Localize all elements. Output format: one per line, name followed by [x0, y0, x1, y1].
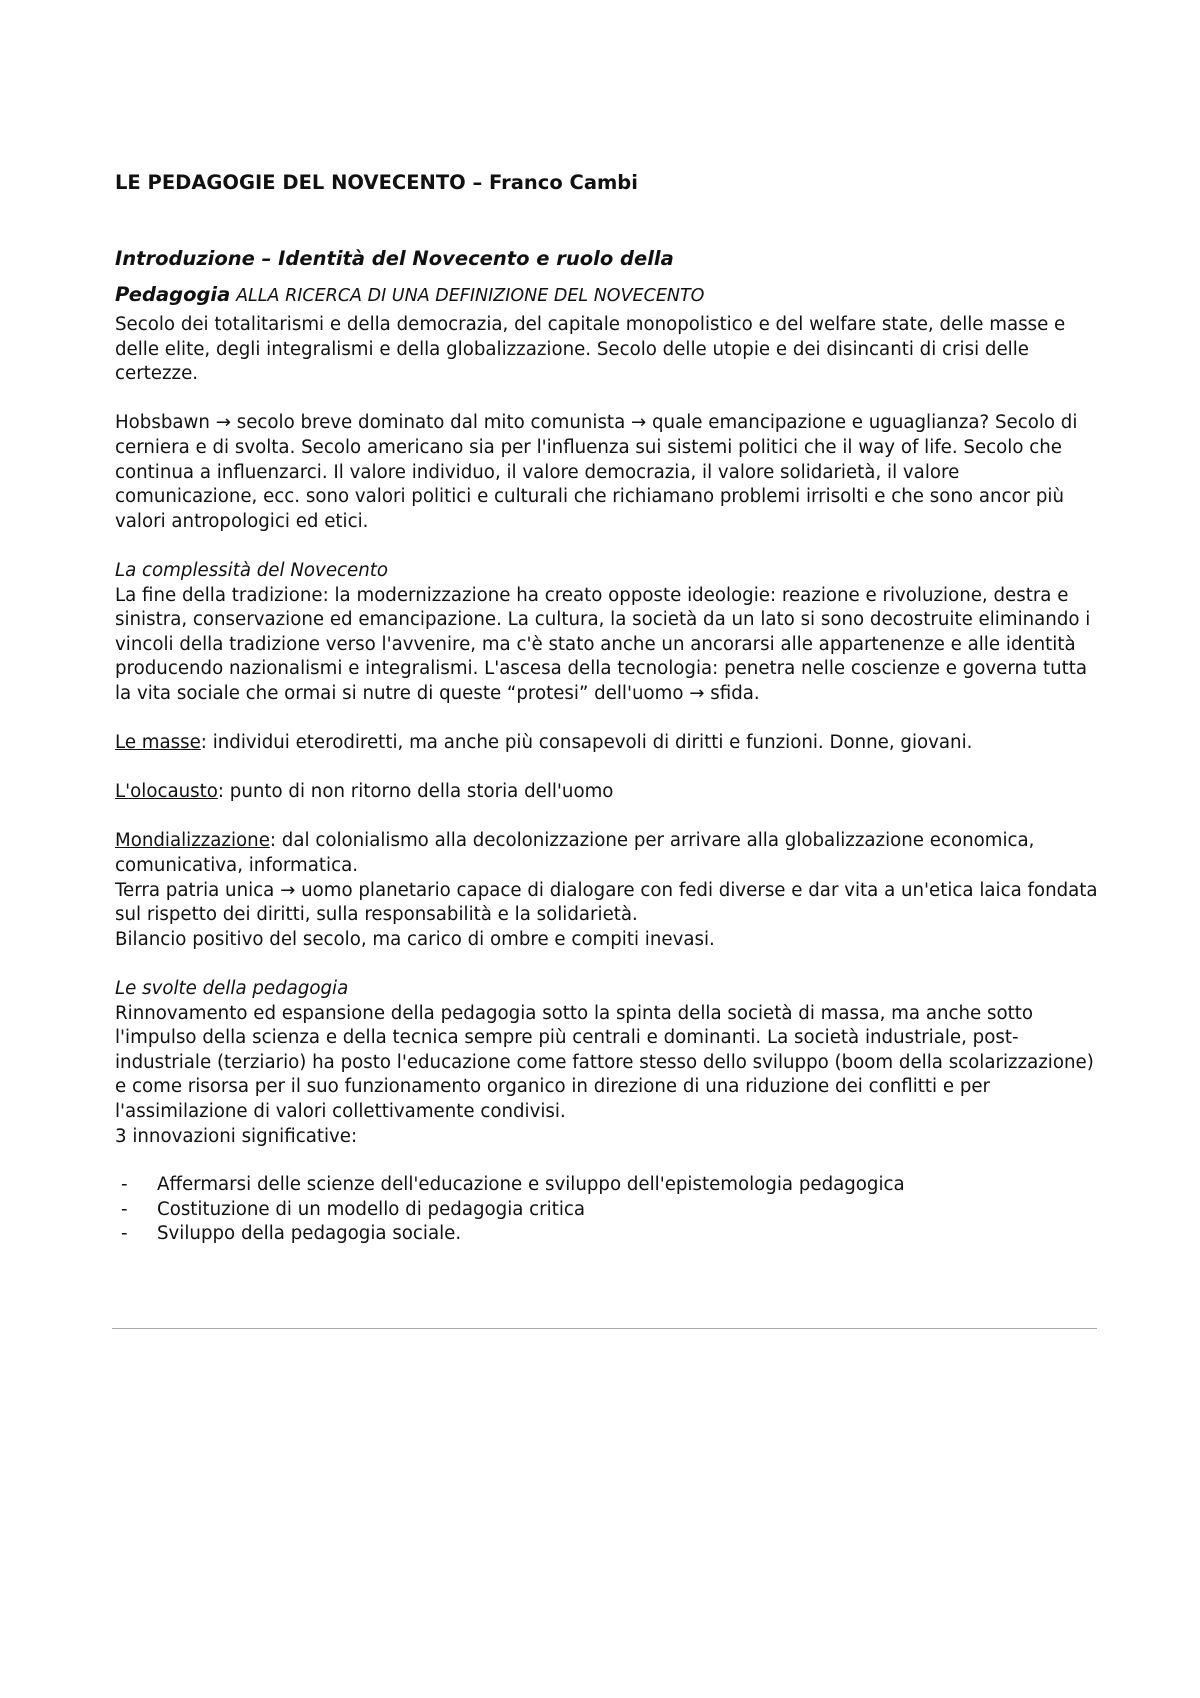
section-heading-svolte: Le svolte della pedagogia	[115, 978, 349, 1000]
mondializzazione-text: : dal colonialismo alla decolonizzazione per arrivare alla globalizzazione economica, comunicativa, informatica.	[115, 830, 1035, 877]
intro-subheading	[115, 282, 1100, 309]
term-mondializzazione: Mondializzazione	[115, 830, 270, 852]
section-heading-complessita: La complessità del Novecento	[115, 559, 388, 581]
intro-heading: Introduzione – Identità del Novecento e ruolo della	[115, 247, 674, 270]
list-intro: 3 innovazioni significative:	[115, 1125, 358, 1147]
paragraph-terra-patria: Terra patria unica → uomo planetario capace di dialogare con fedi diverse e dar vita a un'etica laica fondata sul rispetto dei diritti, sulla responsabilità e la solidarietà.	[115, 879, 1098, 926]
list-item: - Sviluppo della pedagogia sociale.	[115, 1222, 1100, 1247]
paragraph-bilancio: Bilancio positivo del secolo, ma carico di ombre e compiti inevasi.	[115, 928, 715, 950]
document-page	[115, 170, 1100, 1247]
list-item: - Affermarsi delle scienze dell'educazione e sviluppo dell'epistemologia pedagogica	[115, 1173, 1100, 1198]
term-olocausto: L'olocausto	[115, 781, 218, 803]
bullet-dash: -	[121, 1223, 128, 1245]
innovations-list	[115, 1173, 1100, 1247]
bullet-dash: -	[121, 1174, 128, 1196]
paragraph-secolo: Secolo dei totalitarismi e della democrazia, del capitale monopolistico e del welfare state, delle masse e delle elite, degli integralismi e della globalizzazione. Secolo delle utopie e dei disincanti di crisi delle certezze.	[115, 314, 1066, 385]
paragraph-masse	[115, 731, 1100, 756]
horizontal-rule	[112, 1328, 1097, 1329]
paragraph-hobsbawn: Hobsbawn → secolo breve dominato dal mito comunista → quale emancipazione e uguaglianza? Secolo di cerniera e di svolta. Secolo americano sia per l'influenza sui sistemi politici che il way of life. Secolo che continua a influenzarci. Il valore individuo, il valore democrazia, il valore solidarietà, il valore comunicazione, ecc. sono valori politici e culturali che richiamano problemi irrisolti e che sono ancor più valori antropologici ed etici.	[115, 412, 1078, 532]
intro-subheading-bold: Pedagogia	[115, 283, 231, 306]
masse-text: : individui eterodiretti, ma anche più consapevoli di diritti e funzioni. Donne, giovani.	[200, 732, 973, 754]
paragraph-olocausto	[115, 780, 1100, 805]
paragraph-mondializzazione	[115, 829, 1100, 878]
term-masse: Le masse	[115, 732, 201, 754]
bullet-dash: -	[121, 1198, 128, 1220]
paragraph-svolte: Rinnovamento ed espansione della pedagogia sotto la spinta della società di massa, ma anche sotto l'impulso della scienza e della tecnica sempre più centrali e dominanti. La società industriale, post-industriale (terziario) ha posto l'educazione come fattore stesso dello sviluppo (boom della scolarizzazione) e come risorsa per il suo funzionamento organico in direzione di una riduzione dei conflitti e per l'assimilazione di valori collettivamente condivisi.	[115, 1002, 1094, 1122]
intro-subheading-caps: ALLA RICERCA DI UNA DEFINIZIONE DEL NOVECENTO	[236, 286, 705, 306]
olocausto-text: : punto di non ritorno della storia dell'uomo	[217, 781, 614, 803]
list-item: - Costituzione di un modello di pedagogia critica	[115, 1198, 1100, 1223]
document-title: LE PEDAGOGIE DEL NOVECENTO – Franco Cambi	[115, 171, 638, 194]
paragraph-complessita: La fine della tradizione: la modernizzazione ha creato opposte ideologie: reazione e rivoluzione, destra e sinistra, conservazione ed emancipazione. La cultura, la società da un lato si sono decostruite eliminando i vincoli della tradizione verso l'avvenire, ma c'è stato anche un ancorarsi alle appartenenze e alle identità producendo nazionalismi e integralismi. L'ascesa della tecnologia: penetra nelle coscienze e governa tutta la vita sociale che ormai si nutre di queste “protesi” dell'uomo → sfida.	[115, 584, 1091, 704]
